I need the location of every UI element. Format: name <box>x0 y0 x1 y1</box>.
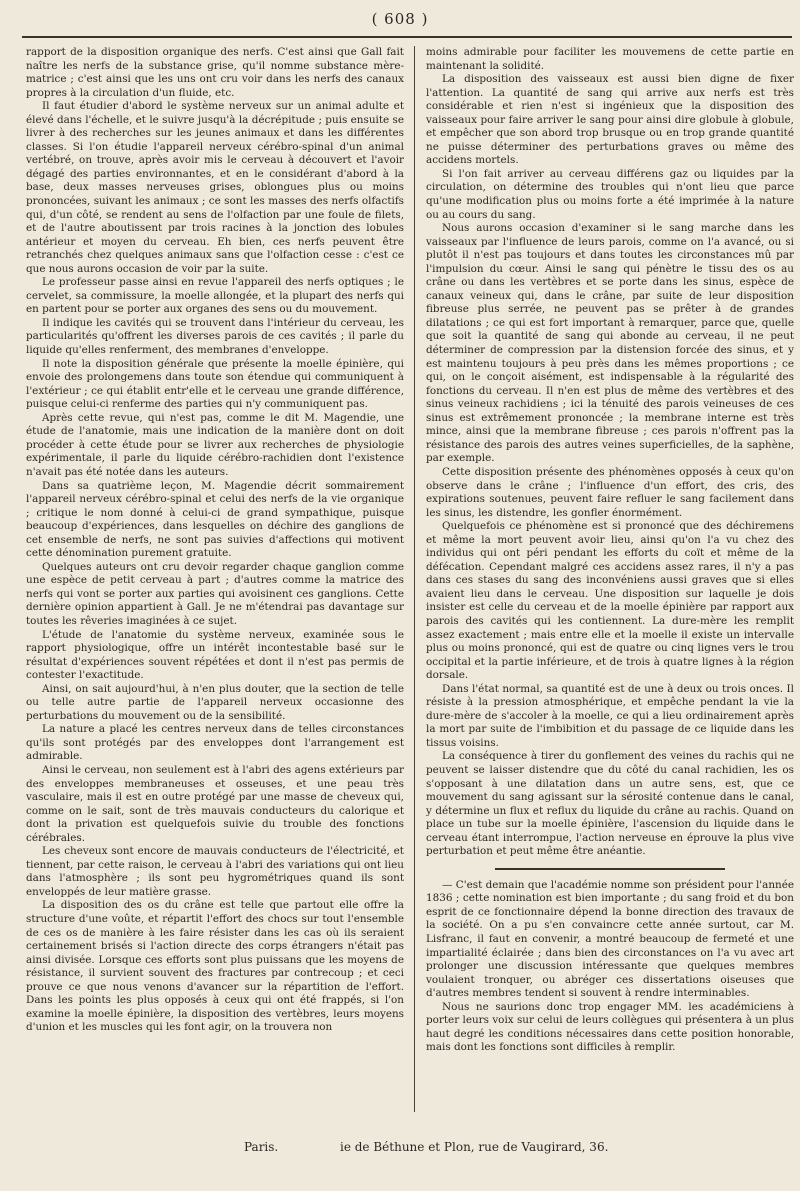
paragraph: Si l'on fait arriver au cerveau différens gaz ou liquides par la circulation, on détermine des troubles qui n'ont lieu que parce qu'une modification plus ou moins forte a été imprimée à la nature ou au cours du sang. <box>426 167 794 221</box>
paragraph: Ainsi le cerveau, non seulement est à l'abri des agens extérieurs par des enveloppes membraneuses et osseuses, et une peau très vasculaire, mais il est en outre protégé par une masse de cheveux qui, comme on le sait, sont de très mauvais conducteurs du calorique et dont la privation est quelquefois suivie du trouble des fonctions cérébrales. <box>26 763 404 844</box>
paragraph: Dans l'état normal, sa quantité est de une à deux ou trois onces. Il résiste à la pression atmosphérique, et empêche pendant la vie la dure-mère de s'accoler à la moelle, ce qui a lieu ordinairement après la mort par suite de l'imbibition et du passage de ce liquide dans les tissus voisins. <box>426 682 794 749</box>
paragraph: La conséquence à tirer du gonflement des veines du rachis qui ne peuvent se laisser distendre que du côté du canal rachidien, les os s'opposant à une dilatation dans un autre sens, est, que ce mouvement du sang agissant sur la sérosité contenue dans le canal, y détermine un flux et reflux du liquide du crâne au rachis. Quand on place un tube sur la moelle épinière, l'ascension du liquide dans le cerveau étant interrompue, l'action nerveuse en éprouve la plus vive perturbation et peut même être anéantie. <box>426 750 794 858</box>
news-paragraph: Nous ne saurions donc trop engager MM. les académiciens à porter leurs voix sur celui de leurs collègues qui présentera à un plus haut degré les conditions nécessaires dans cette position honorable, mais dont les fonctions sont difficiles à remplir. <box>426 1000 794 1054</box>
section-rule <box>495 868 725 870</box>
paragraph: moins admirable pour faciliter les mouvemens de cette partie en maintenant la solidité. <box>426 46 794 72</box>
paragraph: Il indique les cavités qui se trouvent dans l'intérieur du cerveau, les particularités qu'offrent les diverses parois de ces cavités ; il parle du liquide qu'elles renferment, des membranes d'enveloppe. <box>26 316 404 357</box>
right-column <box>426 46 794 1112</box>
paragraph: Dans sa quatrième leçon, M. Magendie décrit sommairement l'appareil nerveux cérébro-spinal et celui des nerfs de la vie organique ; critique le nom donné à celui-ci de grand sympathique, puisque beaucoup d'expériences, dans lesquelles on déchire des ganglions de cet ensemble de nerfs, ne sont pas suivies d'affections qui motivent cette dénomination purement gratuite. <box>26 479 404 560</box>
paragraph: Quelquefois ce phénomène est si prononcé que des déchiremens et même la mort peuvent avoir lieu, ainsi qu'on l'a vu chez des individus qui ont péri pendant les efforts du coït et même de la défécation. Cependant malgré ces accidens assez rares, il n'y a pas dans ces stases du sang des inconvéniens aussi graves que si elles avaient lieu dans le cerveau. Une disposition sur laquelle je dois insister est celle du cerveau et de la moelle épinière par rapport aux parois des cavités qui les contiennent. La dure-mère les remplit assez exactement ; mais entre elle et la moelle il existe un intervalle plus ou moins prononcé, qui est de quatre ou cinq lignes vers le trou occipital et la partie inférieure, et de trois à quatre lignes à la région dorsale. <box>426 520 794 682</box>
paragraph: rapport de la disposition organique des nerfs. C'est ainsi que Gall fait naître les nerfs de la substance grise, qu'il nomme substance mère-matrice ; c'est ainsi que les uns ont cru voir dans les nerfs des canaux propres à la circulation d'un fluide, etc. <box>26 46 404 99</box>
paragraph: Il note la disposition générale que présente la moelle épinière, qui envoie des prolongemens dans toute son étendue qui communiquent à l'extérieur ; ce qui établit entr'elle et le cerveau une grande différence, puisque celui-ci renferme des parties qui n'y communiquent pas. <box>26 357 404 411</box>
page-number: ( 608 ) <box>371 10 429 28</box>
paragraph: Après cette revue, qui n'est pas, comme le dit M. Magendie, une étude de l'anatomie, mais une indication de la manière dont on doit procéder à cette étude pour se livrer aux recherches de physiologie expérimentale, il parle du liquide cérébro-rachidien dont l'existence n'avait pas été notée dans les auteurs. <box>26 411 404 478</box>
paragraph: L'étude de l'anatomie du système nerveux, examinée sous le rapport physiologique, offre un intérêt incontestable basé sur le résultat d'expériences souvent répétées et dont il n'est pas permis de contester l'exactitude. <box>26 628 404 682</box>
imprint-printer: ie de Béthune et Plon, rue de Vaugirard, 36. <box>340 1140 609 1154</box>
paragraph: Ainsi, on sait aujourd'hui, à n'en plus douter, que la section de telle ou telle autre partie de l'appareil nerveux occasionne des perturbations du mouvement ou de la sensibilité. <box>26 682 404 722</box>
paragraph: La nature a placé les centres nerveux dans de telles circonstances qu'ils sont protégés par des enveloppes dont l'arrangement est admirable. <box>26 723 404 763</box>
paragraph: Quelques auteurs ont cru devoir regarder chaque ganglion comme une espèce de petit cerveau à part ; d'autres comme la matrice des nerfs qui vont se porter aux parties qui avoisinent ces ganglions. Cette dernière opinion appartient à Gall. Je ne m'étendrai pas davantage sur toutes les rêveries imaginées à ce sujet. <box>26 560 404 627</box>
news-paragraph: — C'est demain que l'académie nomme son président pour l'année 1836 ; cette nomination est bien importante ; du sang froid et du bon esprit de ce fonctionnaire dépend la bonne direction des travaux de la société. On a pu s'en convaincre cette année surtout, car M. Lisfranc, il faut en convenir, a montré beaucoup de fermeté et une impartialité éclairée ; dans bien des circonstances on l'a vu avec art prolonger une discussion intéressante que quelques membres voulaient tronquer, ou abréger ces dissertations oiseuses que d'autres membres tendent si souvent à rendre interminables. <box>426 878 794 1000</box>
paragraph: Le professeur passe ainsi en revue l'appareil des nerfs optiques ; le cervelet, sa commissure, la moelle allongée, et la plupart des nerfs qui en partent pour se porter aux organes des sens ou du mouvement. <box>26 276 404 316</box>
left-column <box>26 46 404 1112</box>
paragraph: Nous aurons occasion d'examiner si le sang marche dans les vaisseaux par l'influence de leurs parois, comme on l'a avancé, ou si plutôt il n'est pas toujours et dans toutes les circonstances mû par l'impulsion du cœur. Ainsi le sang qui pénètre le tissu des os au crâne ou dans les vertèbres et se porte dans les sinus, espèce de canaux veineux qui, dans le crâne, par suite de leur disposition fibreuse plus serrée, ne peuvent pas se prêter à de grandes dilatations ; ce qui est fort important à remarquer, parce que, quelle que soit la quantité de sang qui abonde au cerveau, il ne peut déterminer de compression par la distension forcée des sinus, et y est maintenu toujours à peu près dans les mêmes proportions ; ce qui, on le conçoit aisément, est indispensable à la régularité des fonctions du cerveau. Il n'en est plus de même des vertèbres et des sinus veineux rachidiens ; ici la ténuité des parois veineuses de ces sinus est extrêmement prononcée ; la membrane interne est très mince, ainsi que la membrane fibreuse ; ces parois n'offrent pas la résistance des parois des autres veines superficielles, de la saphène, par exemple. <box>426 222 794 465</box>
paragraph: La disposition des os du crâne est telle que partout elle offre la structure d'une voûte, et répartit l'effort des chocs sur tout l'ensemble de ces os de manière à les faire résister dans les cas où ils seraient certainement brisés si l'action directe des corps étrangers n'était pas ainsi divisée. Lorsque ces efforts sont plus puissans que les moyens de résistance, il survient souvent des fractures par contrecoup ; et ceci prouve ce que nous venons d'avancer sur la répartition de l'effort. Dans les points les plus opposés à ceux qui ont été frappés, si l'on examine la moelle épinière, la disposition des vertèbres, leurs moyens d'union et les muscles qui les font agir, on la trouvera non <box>26 899 404 1034</box>
header-rule <box>22 36 792 38</box>
paragraph: Les cheveux sont encore de mauvais conducteurs de l'électricité, et tiennent, par cette raison, le cerveau à l'abri des variations qui ont lieu dans l'atmosphère ; ils sont peu hygrométriques quand ils sont enveloppés de leur matière grasse. <box>26 845 404 898</box>
column-divider <box>414 46 415 1112</box>
paragraph: Il faut étudier d'abord le système nerveux sur un animal adulte et élevé dans l'échelle, et le suivre jusqu'à la décrépitude ; puis ensuite se livrer à des recherches sur les jeunes animaux et dans les différentes classes. Si l'on étudie l'appareil nerveux cérébro-spinal d'un animal vertébré, on trouve, après avoir mis le cerveau à découvert et l'avoir dégagé des parties environnantes, et en le considérant d'abord à la base, deux masses nerveuses grises, oblongues plus ou moins prononcées, suivant les animaux ; ce sont les masses des nerfs olfactifs qui, d'un côté, se rendent au sens de l'olfaction par une foule de filets, et de l'autre aboutissent par trois racines à la jonction des lobules antérieur et moyen du cerveau. Eh bien, ces nerfs peuvent être retranchés chez quelques animaux sans que l'olfaction cesse : c'est ce que nous aurons occasion de voir par la suite. <box>26 100 404 275</box>
paragraph: La disposition des vaisseaux est aussi bien digne de fixer l'attention. La quantité de sang qui arrive aux nerfs est très considérable et rien n'est si ingénieux que la disposition des vaisseaux pour faire arriver le sang pour ainsi dire globule à globule, et empêcher que son abord trop brusque ou en trop grande quantité ne puisse déterminer des perturbations graves ou même des accidens mortels. <box>426 73 794 167</box>
imprint-city: Paris. <box>244 1140 279 1154</box>
paragraph: Cette disposition présente des phénomènes opposés à ceux qu'on observe dans le crâne ; l'influence d'un effort, des cris, des expirations soutenues, peuvent faire refluer le sang facilement dans les sinus, les distendre, les gonfler énormément. <box>426 465 794 519</box>
